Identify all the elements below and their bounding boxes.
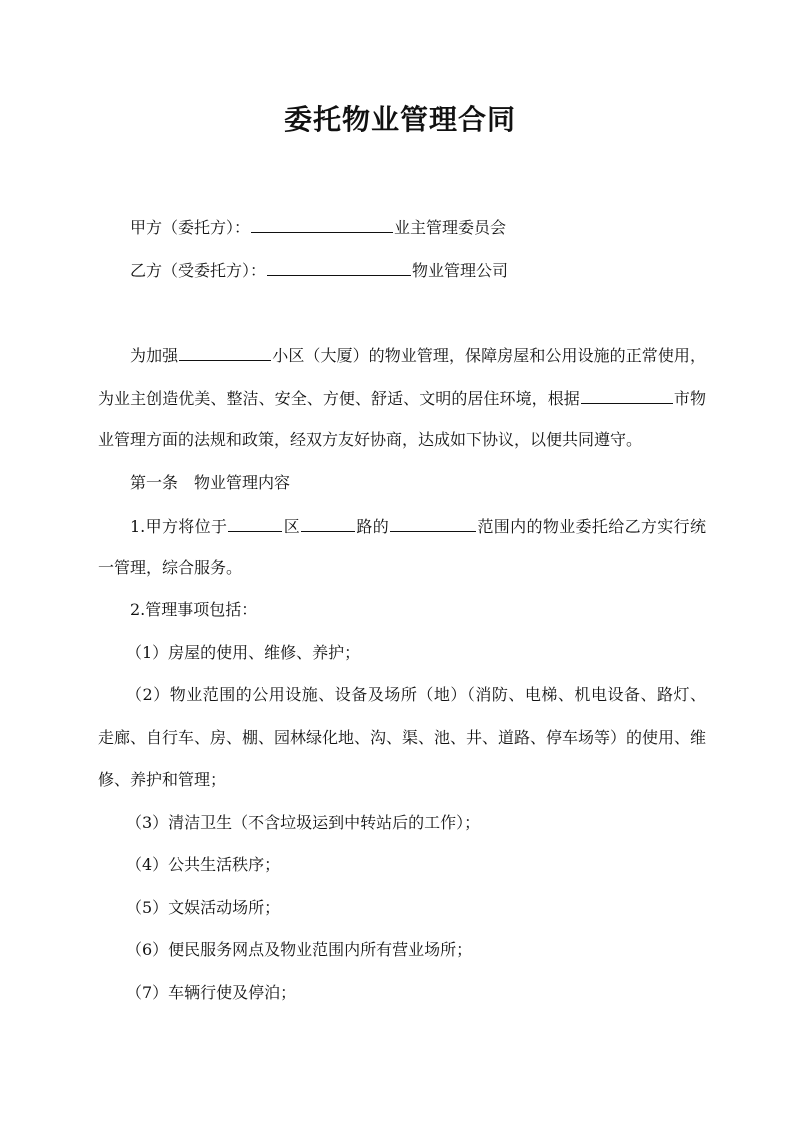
- sub-item-5: （5）文娱活动场所；: [126, 898, 281, 917]
- party-b-line: [130, 257, 508, 283]
- preamble-text: 市物: [673, 389, 706, 408]
- document-title: 委托物业管理合同: [283, 103, 516, 136]
- item-text: 范围内的物业委托给乙方实行统: [477, 517, 706, 536]
- party-a-label: 甲方（委托方）：: [130, 218, 251, 237]
- sub-item-2-line-1: （2）物业范围的公用设施、设备及场所（地）（消防、电梯、机电设备、路灯、: [126, 685, 706, 704]
- preamble-line-2: [98, 385, 706, 411]
- preamble-line-3: 业管理方面的法规和政策，经双方友好协商，达成如下协议，以便共同遵守。: [98, 430, 643, 449]
- road-blank: [301, 513, 355, 532]
- preamble-text: 为加强: [130, 346, 179, 365]
- preamble-text: 小区（大厦）的物业管理，保障房屋和公用设施的正常使用，: [272, 346, 706, 365]
- sub-item-1: （1）房屋的使用、维修、养护；: [126, 643, 361, 662]
- item-text: 1.甲方将位于: [130, 517, 228, 536]
- item-text: 路的: [356, 517, 390, 536]
- community-name-blank: [179, 342, 271, 361]
- sub-item-2-line-2: 走廊、自行车、房、棚、园林绿化地、沟、渠、池、井、道路、停车场等）的使用、维: [98, 728, 707, 747]
- item-1-line-2: 一管理，综合服务。: [98, 558, 243, 577]
- sub-item-4: （4）公共生活秩序；: [126, 855, 281, 874]
- sub-item-2-line-3: 修、养护和管理；: [98, 770, 227, 789]
- sub-item-7: （7）车辆行使及停泊；: [126, 983, 297, 1002]
- party-a-suffix: 业主管理委员会: [394, 218, 507, 237]
- sub-item-3: （3）清洁卫生（不含垃圾运到中转站后的工作）；: [126, 813, 481, 832]
- city-name-blank: [581, 385, 673, 404]
- item-1-line-1: [130, 513, 706, 539]
- party-b-label: 乙方（受委托方）：: [130, 261, 267, 280]
- preamble-text: 为业主创造优美、整洁、安全、方便、舒适、文明的居住环境，根据: [98, 389, 580, 408]
- party-a-blank: [251, 214, 393, 233]
- item-2: 2.管理事项包括：: [130, 600, 258, 619]
- area-blank: [390, 513, 476, 532]
- party-b-blank: [267, 257, 411, 276]
- district-blank: [228, 513, 282, 532]
- party-b-suffix: 物业管理公司: [412, 261, 509, 280]
- sub-item-6: （6）便民服务网点及物业范围内所有营业场所；: [126, 940, 473, 959]
- item-text: 区: [283, 517, 301, 536]
- preamble-line-1: [130, 342, 706, 368]
- article-1-heading: 第一条 物业管理内容: [130, 473, 291, 492]
- party-a-line: [130, 214, 506, 240]
